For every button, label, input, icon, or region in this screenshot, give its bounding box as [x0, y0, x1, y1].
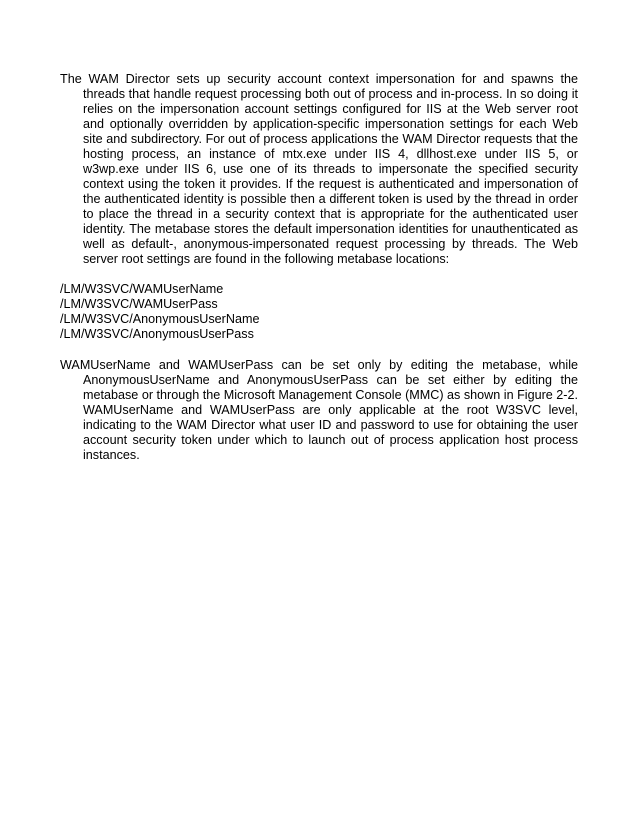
metabase-path-wamuserpass: /LM/W3SVC/WAMUserPass	[60, 297, 218, 311]
paragraph-wamusername-settings: WAMUserName and WAMUserPass can be set only by editing the metabase, while AnonymousUserName and AnonymousUserPass can be set either by editing the metabase or through the Microsoft Management Console (MMC) as shown in Figure 2-2. WAMUserName and WAMUserPass are only applicable at the root W3SVC level, indicating to the WAM Director what user ID and password to use for obtaining the user account security token under which to launch out of process application host process instances.	[60, 358, 578, 462]
metabase-path-anonymoususername: /LM/W3SVC/AnonymousUserName	[60, 312, 260, 326]
metabase-path-anonymoususerpass: /LM/W3SVC/AnonymousUserPass	[60, 327, 254, 341]
paragraph-wam-director-impersonation: The WAM Director sets up security account context impersonation for and spawns the threads that handle request processing both out of process and in-process. In so doing it relies on the impersonation account settings configured for IIS at the Web server root and optionally overridden by application-specific impersonation settings for each Web site and subdirectory. For out of process applications the WAM Director requests that the hosting process, an instance of mtx.exe under IIS 4, dllhost.exe under IIS 5, or w3wp.exe under IIS 6, use one of its threads to impersonate the specified security context using the token it provides. If the request is authenticated and impersonation of the authenticated identity is possible then a different token is used by the thread in order to place the thread in a security context that is appropriate for the authenticated user identity. The metabase stores the default impersonation identities for unauthenticated as well as default-, anonymous-impersonated request processing by threads. The Web server root settings are found in the following metabase locations:	[60, 72, 578, 266]
document-page	[60, 72, 578, 463]
metabase-path-list	[60, 282, 578, 342]
metabase-path-wamusername: /LM/W3SVC/WAMUserName	[60, 282, 224, 296]
